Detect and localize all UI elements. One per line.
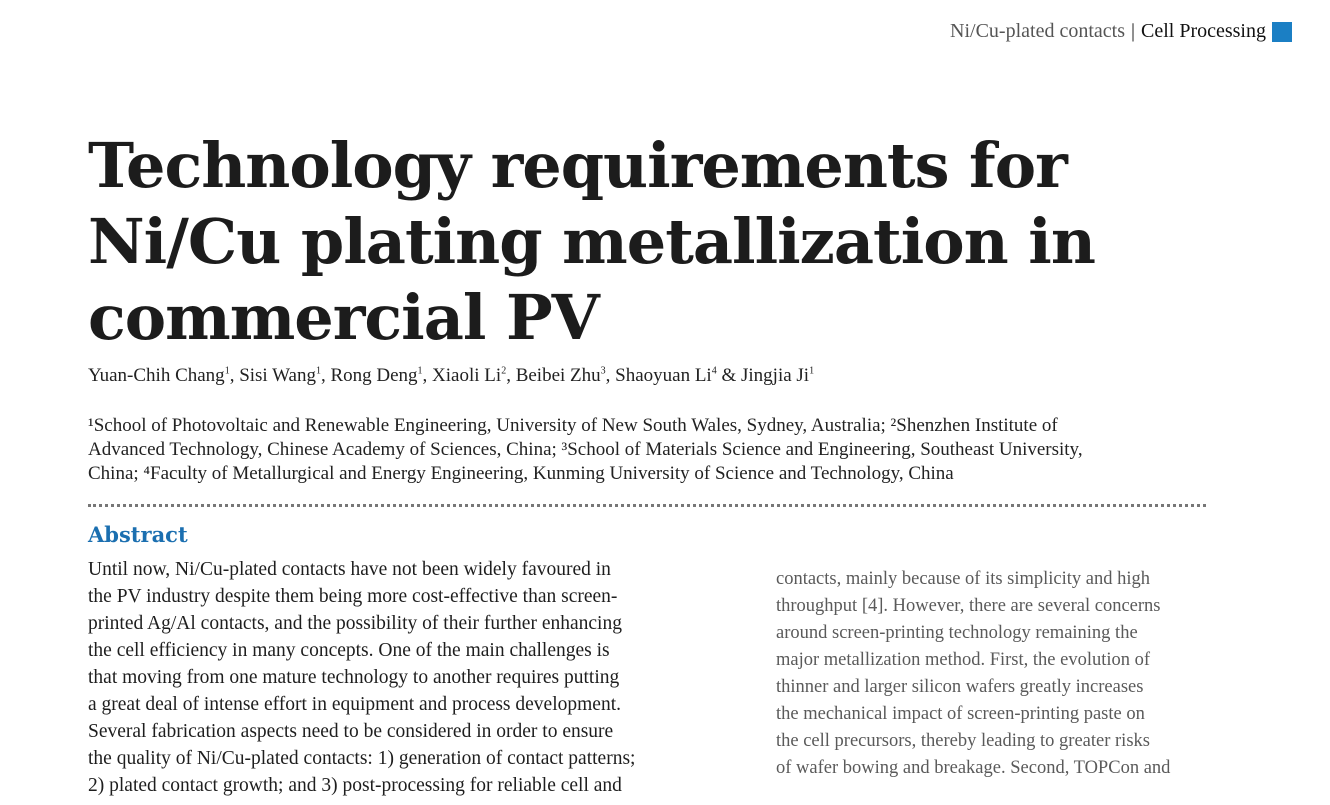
abstract-line: that moving from one mature technology to another requires putting bbox=[88, 667, 620, 688]
affiliation-line: ¹School of Photovoltaic and Renewable Engineering, University of New South Wales, Sydney, Australia; ²Shenzhen Institute of bbox=[88, 415, 1058, 436]
abstract-line: a great deal of intense effort in equipment and process development. bbox=[88, 694, 621, 715]
title-line: commercial PV bbox=[88, 281, 599, 354]
affiliation-number: 1 bbox=[809, 365, 815, 377]
body-line: major metallization method. First, the evolution of bbox=[776, 650, 1151, 670]
body-line: the mechanical impact of screen-printing paste on bbox=[776, 704, 1145, 724]
body-line: contacts, mainly because of its simplicity and high bbox=[776, 569, 1151, 589]
author-separator: , bbox=[422, 365, 433, 386]
author-name: Jingjia Ji bbox=[741, 365, 810, 386]
author-name: Beibei Zhu bbox=[515, 365, 601, 386]
author-separator: , bbox=[605, 365, 616, 386]
author-name: Rong Deng bbox=[330, 365, 418, 386]
abstract-line: the PV industry despite them being more cost-effective than screen- bbox=[88, 586, 618, 607]
body-line: of wafer bowing and breakage. Second, TOPCon and bbox=[776, 758, 1171, 778]
section-label: Ni/Cu-plated contacts bbox=[950, 20, 1125, 42]
abstract-line: the cell efficiency in many concepts. One of the main challenges is bbox=[88, 640, 610, 661]
abstract-line: Several fabrication aspects need to be considered in order to ensure bbox=[88, 721, 614, 742]
body-line: the cell precursors, thereby leading to greater risks bbox=[776, 731, 1150, 751]
abstract-line: the quality of Ni/Cu-plated contacts: 1) generation of contact patterns; bbox=[88, 748, 636, 769]
affiliation-line: Advanced Technology, Chinese Academy of Sciences, China; ³School of Materials Science and Engineering, Southeast University, bbox=[88, 439, 1083, 460]
body-line: around screen-printing technology remaining the bbox=[776, 623, 1138, 643]
author-separator: , bbox=[229, 365, 240, 386]
body-line: thinner and larger silicon wafers greatly increases bbox=[776, 677, 1144, 697]
author-list bbox=[88, 365, 814, 387]
abstract-line: 2) plated contact growth; and 3) post-processing for reliable cell and bbox=[88, 775, 622, 796]
section-separator: | bbox=[1130, 20, 1135, 42]
affiliation-number: 1 bbox=[224, 365, 230, 377]
author-name: Sisi Wang bbox=[239, 365, 316, 386]
affiliation-number: 4 bbox=[711, 365, 717, 377]
affiliation-number: 1 bbox=[417, 365, 423, 377]
body-line: throughput [4]. However, there are several concerns bbox=[776, 596, 1161, 616]
category-label: Cell Processing bbox=[1141, 20, 1266, 42]
abstract-body bbox=[88, 556, 728, 799]
running-head bbox=[950, 20, 1292, 43]
affiliation-line: China; ⁴Faculty of Metallurgical and Energy Engineering, Kunming University of Science and Technology, China bbox=[88, 463, 954, 484]
author-separator: & bbox=[716, 365, 741, 386]
dotted-divider bbox=[88, 504, 1206, 507]
author-name: Shaoyuan Li bbox=[615, 365, 712, 386]
affiliation-number: 1 bbox=[315, 365, 321, 377]
abstract-line: printed Ag/Al contacts, and the possibility of their further enhancing bbox=[88, 613, 622, 634]
abstract-heading: Abstract bbox=[88, 522, 188, 547]
abstract-line: Until now, Ni/Cu-plated contacts have not been widely favoured in bbox=[88, 559, 611, 580]
article-title bbox=[88, 128, 1095, 356]
affiliations bbox=[88, 414, 1208, 486]
title-line: Technology requirements for bbox=[88, 129, 1067, 202]
title-line: Ni/Cu plating metallization in bbox=[88, 205, 1095, 278]
author-separator: , bbox=[320, 365, 331, 386]
affiliation-number: 2 bbox=[501, 365, 507, 377]
affiliation-number: 3 bbox=[600, 365, 606, 377]
author-separator: , bbox=[506, 365, 516, 386]
author-name: Yuan-Chih Chang bbox=[88, 365, 225, 386]
category-square-icon bbox=[1272, 22, 1292, 42]
body-column-right bbox=[776, 566, 1216, 782]
author-name: Xiaoli Li bbox=[432, 365, 502, 386]
